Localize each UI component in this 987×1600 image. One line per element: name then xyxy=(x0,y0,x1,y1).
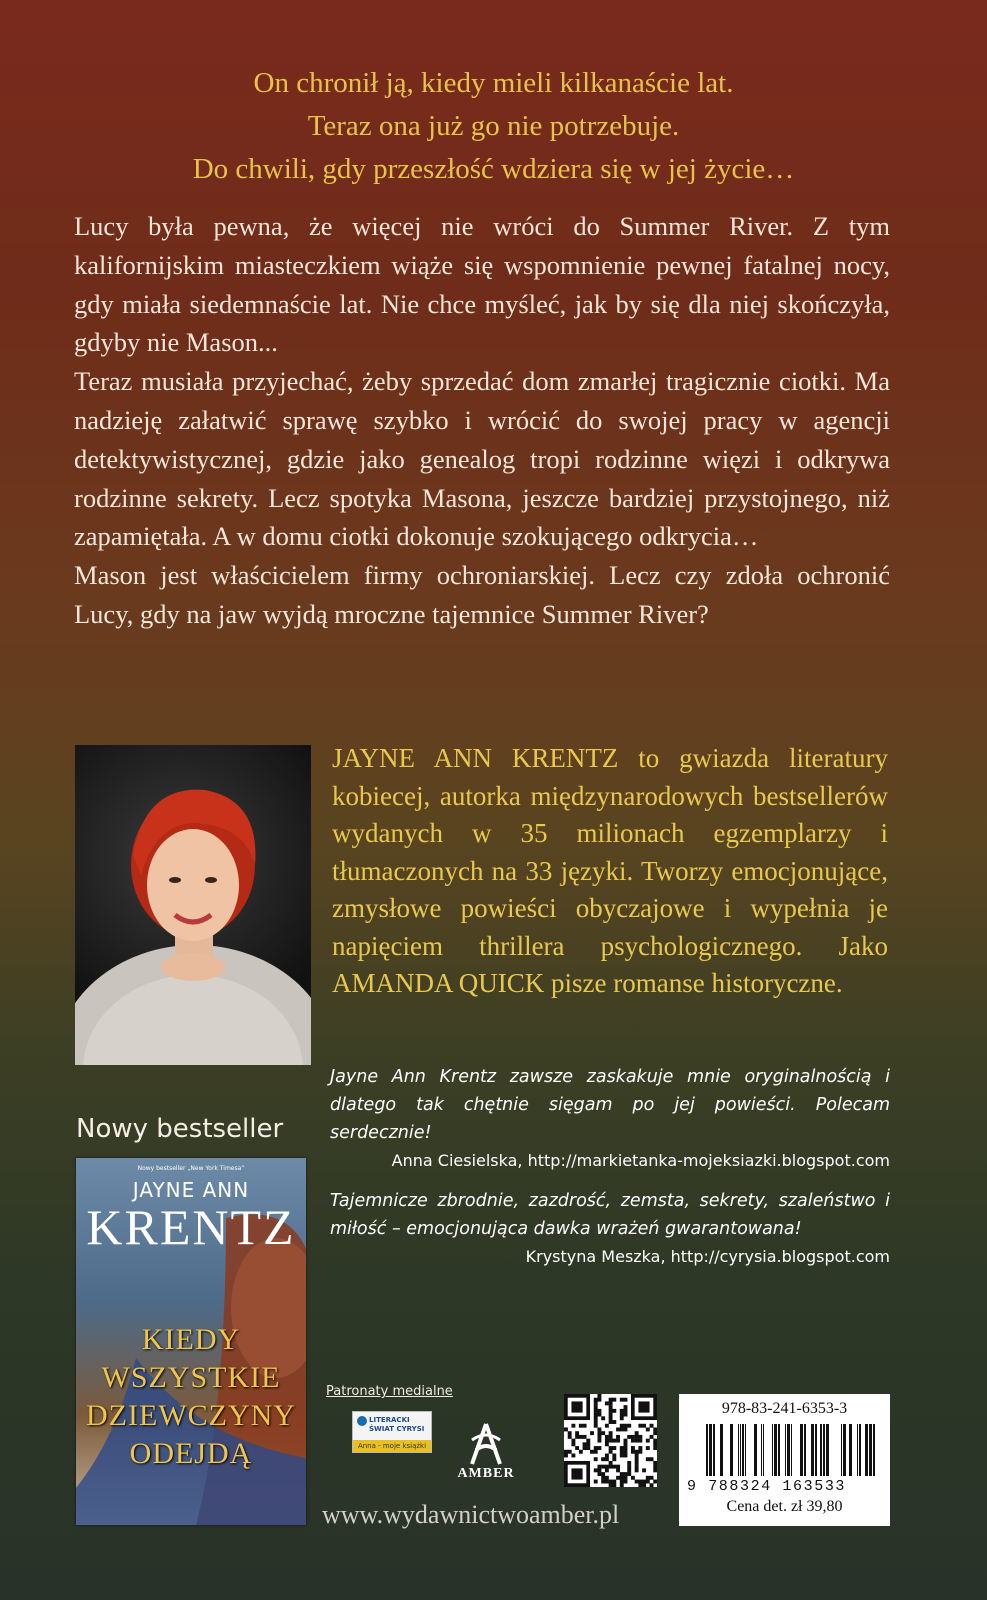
review-quote-1-author: Anna Ciesielska, http://markietanka-mojeksiazki.blogspot.com xyxy=(391,1151,890,1170)
retail-price: Cena det. zł 39,80 xyxy=(726,1498,843,1515)
blurb-paragraph-2: Teraz musiała przyjechać, żeby sprzedać dom zmarłej tragicznie ciotki. Ma nadzieję załatwić sprawę szybko i wrócić do swojej pracy w agencji detektywistycznej, gdzie jako genealog tropi rodzinne więzi i odkrywa rodzinne sekrety. Lecz spotyka Masona, jeszcze bardziej przystojnego, niż zapamiętała. A w domu ciotki dokonuje szokującego odkrycia… xyxy=(74,366,890,552)
qr-code-image xyxy=(564,1394,657,1487)
media-patrons-label: Patronaty medialne xyxy=(326,1384,453,1399)
review-quote-1 xyxy=(330,1063,890,1175)
logo-subtitle: Anna - moje książki xyxy=(353,1440,431,1452)
review-quote-1-text: Jayne Ann Krentz zawsze zaskakuje mnie oryginalnością i dlatego tak chętnie sięgam po jej powieści. Polecam serdecznie! xyxy=(330,1067,890,1143)
cover-title xyxy=(76,1321,306,1473)
author-portrait-image xyxy=(75,745,311,1065)
review-quote-2-author: Krystyna Meszka, http://cyrysia.blogspot.com xyxy=(525,1247,890,1266)
blurb xyxy=(74,207,890,634)
author-bio: JAYNE ANN KRENTZ to gwiazda literatury kobiecej, autorka międzynarodowych bestsellerów wydanych w 35 milionach egzemplarzy i tłumaczonych na 33 języki. Tworzy emocjonujące, zmysłowe powieści obyczajowe i wypełnia je napięciem thrillera psychologicznego. Jako AMANDA QUICK pisze romanse historyczne. xyxy=(332,743,888,998)
cover-title-line-4: ODEJDĄ xyxy=(129,1437,253,1470)
tagline-line-1: On chronił ją, kiedy mieli kilkanaście lat. xyxy=(253,67,734,99)
amber-emblem-icon xyxy=(466,1422,506,1466)
blurb-paragraph-1: Lucy była pewna, że więcej nie wróci do Summer River. Z tym kalifornijskim miasteczkiem wiąże się wspomnienie pewnej fatalnej nocy, gdy miała siedemnaście lat. Nie chce myśleć, jak by się dla niej skończyła, gdyby nie Mason... xyxy=(74,211,890,358)
blurb-paragraph-3: Mason jest właścicielem firmy ochroniarskiej. Lecz czy zdoła ochronić Lucy, gdy na jaw wyjdą mroczne tajemnice Summer River? xyxy=(74,560,890,629)
logo-dot-icon xyxy=(357,1416,367,1426)
ean-barcode xyxy=(693,1424,876,1476)
publisher-name: AMBER xyxy=(457,1466,515,1481)
amber-publisher-logo xyxy=(456,1422,516,1492)
bestseller-cover-thumbnail xyxy=(76,1158,306,1525)
logo-line-2: ŚWIAT CYRYSI xyxy=(369,1425,425,1433)
qr-code[interactable] xyxy=(564,1394,657,1487)
author-photo xyxy=(75,745,311,1065)
ean-digits: 9 788324 163533 xyxy=(687,1478,847,1495)
tagline-line-3: Do chwili, gdy przeszłość wdziera się w jej życie… xyxy=(192,153,795,185)
cover-author-first: JAYNE ANN xyxy=(132,1178,250,1202)
cover-title-line-2: WSZYSTKIE xyxy=(101,1361,281,1394)
barcode-box xyxy=(679,1394,890,1526)
publisher-website-link[interactable]: www.wydawnictwoamber.pl xyxy=(322,1500,620,1529)
cover-title-line-3: DZIEWCZYNY xyxy=(86,1399,296,1432)
cover-author-last: KRENTZ xyxy=(86,1199,296,1255)
isbn-number: 978-83-241-6353-3 xyxy=(721,1400,848,1417)
literacki-swiat-logo xyxy=(352,1411,432,1453)
review-quote-2 xyxy=(330,1187,890,1271)
tagline xyxy=(0,62,987,191)
new-bestseller-label: Nowy bestseller xyxy=(76,1114,284,1144)
cover-top-note: Nowy bestseller „New York Timesa” xyxy=(137,1165,245,1172)
review-quote-2-text: Tajemnicze zbrodnie, zazdrość, zemsta, sekrety, szaleństwo i miłość – emocjonująca dawka wrażeń gwarantowana! xyxy=(330,1191,890,1239)
cover-title-line-1: KIEDY xyxy=(141,1323,241,1356)
tagline-line-2: Teraz ona już go nie potrzebuje. xyxy=(307,110,680,142)
logo-line-1: LITERACKI xyxy=(369,1416,410,1424)
